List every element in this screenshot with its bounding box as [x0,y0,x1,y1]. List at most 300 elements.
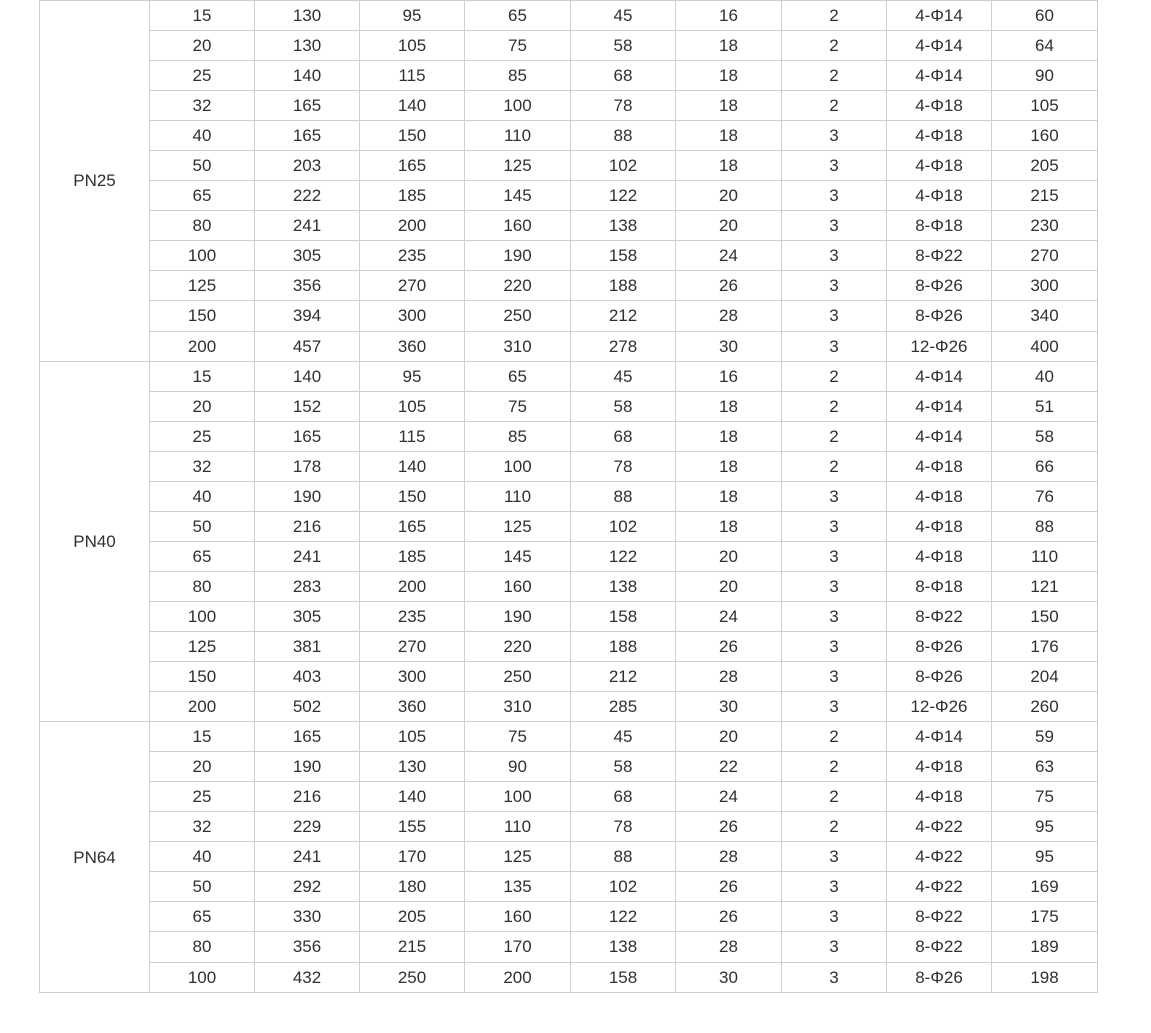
table-cell: 3 [782,271,887,301]
table-cell: 158 [571,962,676,993]
table-cell: 165 [255,722,360,752]
table-cell: 220 [465,631,571,661]
table-cell: 2 [782,722,887,752]
table-cell: 3 [782,331,887,361]
table-row [40,962,1098,993]
table-cell: 204 [992,662,1098,692]
table-cell: 75 [465,722,571,752]
table-cell: 18 [676,421,782,451]
table-cell: 8-Φ22 [887,601,992,631]
table-cell: 18 [676,481,782,511]
table-cell: 78 [571,451,676,481]
table-cell: 24 [676,241,782,271]
table-cell: 122 [571,181,676,211]
table-cell: 15 [150,1,255,31]
table-cell: 32 [150,812,255,842]
table-cell: 178 [255,451,360,481]
table-cell: 28 [676,662,782,692]
table-row [40,541,1098,571]
table-cell: 65 [465,361,571,391]
table-cell: 241 [255,541,360,571]
table-cell: 50 [150,872,255,902]
table-cell: 250 [465,662,571,692]
table-row [40,631,1098,661]
table-cell: 80 [150,571,255,601]
table-cell: 8-Φ22 [887,902,992,932]
table-cell: 152 [255,391,360,421]
table-cell: 3 [782,902,887,932]
table-cell: 400 [992,331,1098,361]
table-row [40,31,1098,61]
table-cell: 158 [571,601,676,631]
table-row [40,121,1098,151]
section-label: PN64 [40,722,150,993]
table-cell: 68 [571,782,676,812]
table-cell: 140 [360,451,465,481]
table-cell: 2 [782,752,887,782]
table-cell: 270 [360,631,465,661]
table-cell: 90 [465,752,571,782]
spec-table-body [40,1,1098,993]
table-cell: 68 [571,61,676,91]
table-cell: 8-Φ26 [887,271,992,301]
table-cell: 3 [782,211,887,241]
table-cell: 340 [992,301,1098,331]
table-cell: 260 [992,692,1098,722]
table-cell: 160 [465,211,571,241]
table-cell: 2 [782,391,887,421]
table-cell: 50 [150,511,255,541]
table-cell: 165 [360,511,465,541]
table-cell: 283 [255,571,360,601]
table-cell: 75 [465,391,571,421]
spec-table-container [39,0,1097,993]
table-cell: 360 [360,331,465,361]
table-row [40,601,1098,631]
table-cell: 20 [676,722,782,752]
table-cell: 20 [676,211,782,241]
table-cell: 78 [571,812,676,842]
table-row [40,812,1098,842]
table-cell: 24 [676,601,782,631]
table-cell: 220 [465,271,571,301]
table-row [40,361,1098,391]
table-cell: 8-Φ26 [887,962,992,993]
table-cell: 40 [150,121,255,151]
table-cell: 169 [992,872,1098,902]
table-cell: 105 [360,31,465,61]
table-cell: 18 [676,391,782,421]
table-cell: 356 [255,271,360,301]
table-cell: 4-Φ18 [887,151,992,181]
table-cell: 125 [465,151,571,181]
table-cell: 356 [255,932,360,962]
table-cell: 2 [782,61,887,91]
table-cell: 4-Φ22 [887,872,992,902]
table-cell: 235 [360,601,465,631]
table-cell: 3 [782,301,887,331]
spec-table [39,0,1098,993]
table-cell: 18 [676,61,782,91]
table-cell: 200 [360,211,465,241]
table-cell: 110 [465,481,571,511]
table-cell: 3 [782,181,887,211]
table-cell: 59 [992,722,1098,752]
table-cell: 3 [782,151,887,181]
table-cell: 165 [360,151,465,181]
table-cell: 198 [992,962,1098,993]
table-cell: 8-Φ26 [887,662,992,692]
table-row [40,481,1098,511]
table-cell: 16 [676,1,782,31]
table-cell: 58 [571,391,676,421]
table-cell: 310 [465,692,571,722]
table-cell: 18 [676,151,782,181]
table-cell: 3 [782,631,887,661]
table-cell: 4-Φ18 [887,481,992,511]
table-cell: 190 [255,752,360,782]
table-cell: 65 [465,1,571,31]
table-cell: 170 [465,932,571,962]
table-cell: 20 [150,31,255,61]
table-cell: 8-Φ22 [887,932,992,962]
table-cell: 150 [992,601,1098,631]
table-cell: 4-Φ14 [887,61,992,91]
table-cell: 58 [992,421,1098,451]
table-cell: 26 [676,872,782,902]
table-cell: 4-Φ14 [887,391,992,421]
table-cell: 88 [571,481,676,511]
table-cell: 25 [150,421,255,451]
table-cell: 212 [571,301,676,331]
table-cell: 32 [150,91,255,121]
table-row [40,301,1098,331]
table-cell: 200 [150,692,255,722]
table-cell: 270 [992,241,1098,271]
table-cell: 20 [676,181,782,211]
table-cell: 121 [992,571,1098,601]
table-cell: 2 [782,361,887,391]
table-cell: 310 [465,331,571,361]
table-cell: 394 [255,301,360,331]
table-cell: 138 [571,211,676,241]
table-cell: 24 [676,782,782,812]
section-label: PN40 [40,361,150,722]
table-cell: 150 [150,301,255,331]
table-cell: 102 [571,511,676,541]
table-cell: 4-Φ18 [887,541,992,571]
table-cell: 26 [676,812,782,842]
table-cell: 110 [992,541,1098,571]
table-cell: 4-Φ18 [887,451,992,481]
table-cell: 88 [571,121,676,151]
table-row [40,1,1098,31]
table-cell: 3 [782,842,887,872]
table-cell: 185 [360,541,465,571]
table-row [40,782,1098,812]
table-cell: 115 [360,61,465,91]
table-cell: 102 [571,872,676,902]
table-cell: 20 [676,541,782,571]
table-cell: 241 [255,842,360,872]
table-cell: 305 [255,601,360,631]
table-cell: 100 [465,451,571,481]
table-cell: 138 [571,571,676,601]
table-cell: 403 [255,662,360,692]
table-cell: 20 [150,391,255,421]
table-cell: 4-Φ22 [887,842,992,872]
table-cell: 32 [150,451,255,481]
table-row [40,872,1098,902]
table-cell: 188 [571,631,676,661]
table-cell: 145 [465,541,571,571]
table-cell: 4-Φ14 [887,361,992,391]
table-cell: 80 [150,211,255,241]
table-cell: 155 [360,812,465,842]
table-cell: 502 [255,692,360,722]
table-cell: 18 [676,511,782,541]
table-cell: 95 [360,361,465,391]
table-cell: 50 [150,151,255,181]
table-cell: 90 [992,61,1098,91]
table-cell: 8-Φ22 [887,241,992,271]
table-row [40,932,1098,962]
table-cell: 212 [571,662,676,692]
table-cell: 85 [465,61,571,91]
table-cell: 40 [150,481,255,511]
table-row [40,902,1098,932]
table-cell: 222 [255,181,360,211]
table-cell: 100 [465,782,571,812]
table-cell: 4-Φ22 [887,812,992,842]
table-cell: 125 [465,842,571,872]
table-cell: 150 [360,481,465,511]
table-cell: 25 [150,782,255,812]
table-cell: 58 [571,31,676,61]
table-cell: 305 [255,241,360,271]
table-cell: 3 [782,481,887,511]
table-cell: 64 [992,31,1098,61]
table-cell: 160 [465,571,571,601]
table-cell: 180 [360,872,465,902]
table-cell: 230 [992,211,1098,241]
table-cell: 203 [255,151,360,181]
table-cell: 190 [465,601,571,631]
table-cell: 457 [255,331,360,361]
table-row [40,391,1098,421]
table-cell: 18 [676,121,782,151]
table-cell: 4-Φ18 [887,782,992,812]
table-cell: 8-Φ26 [887,631,992,661]
table-cell: 30 [676,331,782,361]
table-cell: 125 [150,271,255,301]
table-cell: 3 [782,511,887,541]
table-cell: 432 [255,962,360,993]
table-row [40,692,1098,722]
table-cell: 200 [360,571,465,601]
table-cell: 300 [992,271,1098,301]
table-cell: 115 [360,421,465,451]
table-cell: 102 [571,151,676,181]
table-cell: 145 [465,181,571,211]
table-cell: 85 [465,421,571,451]
table-cell: 125 [150,631,255,661]
table-cell: 4-Φ14 [887,421,992,451]
table-cell: 88 [571,842,676,872]
table-cell: 278 [571,331,676,361]
table-cell: 2 [782,1,887,31]
table-cell: 140 [360,782,465,812]
table-cell: 40 [992,361,1098,391]
table-cell: 8-Φ18 [887,571,992,601]
table-cell: 45 [571,361,676,391]
table-cell: 12-Φ26 [887,692,992,722]
table-cell: 360 [360,692,465,722]
table-cell: 110 [465,812,571,842]
table-cell: 3 [782,121,887,151]
table-cell: 18 [676,31,782,61]
table-cell: 78 [571,91,676,121]
table-cell: 205 [992,151,1098,181]
table-row [40,211,1098,241]
table-row [40,331,1098,361]
table-cell: 3 [782,571,887,601]
table-cell: 105 [992,91,1098,121]
table-cell: 65 [150,902,255,932]
table-cell: 45 [571,1,676,31]
table-cell: 165 [255,121,360,151]
table-cell: 235 [360,241,465,271]
table-cell: 28 [676,932,782,962]
table-cell: 130 [255,31,360,61]
table-cell: 4-Φ18 [887,91,992,121]
table-cell: 80 [150,932,255,962]
table-cell: 16 [676,361,782,391]
table-row [40,421,1098,451]
section-label: PN25 [40,1,150,362]
table-cell: 18 [676,91,782,121]
table-cell: 2 [782,421,887,451]
table-cell: 135 [465,872,571,902]
table-cell: 105 [360,722,465,752]
table-row [40,722,1098,752]
table-cell: 15 [150,361,255,391]
table-cell: 3 [782,662,887,692]
table-cell: 26 [676,271,782,301]
table-cell: 2 [782,91,887,121]
table-cell: 3 [782,872,887,902]
table-row [40,451,1098,481]
table-cell: 185 [360,181,465,211]
table-cell: 105 [360,391,465,421]
table-cell: 45 [571,722,676,752]
table-row [40,842,1098,872]
table-row [40,752,1098,782]
table-cell: 3 [782,692,887,722]
table-cell: 160 [465,902,571,932]
table-row [40,662,1098,692]
table-cell: 4-Φ18 [887,121,992,151]
table-cell: 65 [150,541,255,571]
table-row [40,91,1098,121]
table-cell: 66 [992,451,1098,481]
table-cell: 3 [782,601,887,631]
table-cell: 40 [150,842,255,872]
table-row [40,181,1098,211]
table-cell: 63 [992,752,1098,782]
table-cell: 215 [360,932,465,962]
table-cell: 130 [360,752,465,782]
table-cell: 25 [150,61,255,91]
table-row [40,571,1098,601]
table-cell: 2 [782,812,887,842]
table-cell: 12-Φ26 [887,331,992,361]
table-cell: 8-Φ26 [887,301,992,331]
table-cell: 165 [255,421,360,451]
table-row [40,271,1098,301]
table-cell: 75 [992,782,1098,812]
table-cell: 51 [992,391,1098,421]
table-cell: 216 [255,782,360,812]
table-row [40,241,1098,271]
table-row [40,61,1098,91]
table-row [40,151,1098,181]
table-cell: 58 [571,752,676,782]
table-cell: 100 [150,601,255,631]
table-cell: 65 [150,181,255,211]
table-cell: 140 [255,361,360,391]
table-cell: 28 [676,842,782,872]
table-cell: 170 [360,842,465,872]
table-cell: 205 [360,902,465,932]
table-cell: 3 [782,541,887,571]
table-cell: 60 [992,1,1098,31]
table-cell: 122 [571,902,676,932]
table-cell: 100 [150,962,255,993]
table-cell: 200 [150,331,255,361]
table-cell: 95 [360,1,465,31]
table-cell: 150 [150,662,255,692]
table-cell: 381 [255,631,360,661]
table-cell: 215 [992,181,1098,211]
table-cell: 175 [992,902,1098,932]
table-cell: 158 [571,241,676,271]
table-cell: 8-Φ18 [887,211,992,241]
table-cell: 250 [360,962,465,993]
table-cell: 229 [255,812,360,842]
table-cell: 3 [782,932,887,962]
table-cell: 125 [465,511,571,541]
table-cell: 250 [465,301,571,331]
table-cell: 300 [360,662,465,692]
table-cell: 330 [255,902,360,932]
table-cell: 20 [676,571,782,601]
table-cell: 75 [465,31,571,61]
table-cell: 216 [255,511,360,541]
table-cell: 190 [255,481,360,511]
table-cell: 3 [782,962,887,993]
table-cell: 292 [255,872,360,902]
table-cell: 4-Φ18 [887,511,992,541]
table-cell: 18 [676,451,782,481]
table-cell: 270 [360,271,465,301]
table-cell: 26 [676,631,782,661]
table-cell: 68 [571,421,676,451]
table-cell: 140 [360,91,465,121]
table-cell: 4-Φ18 [887,181,992,211]
table-cell: 150 [360,121,465,151]
table-cell: 4-Φ14 [887,722,992,752]
